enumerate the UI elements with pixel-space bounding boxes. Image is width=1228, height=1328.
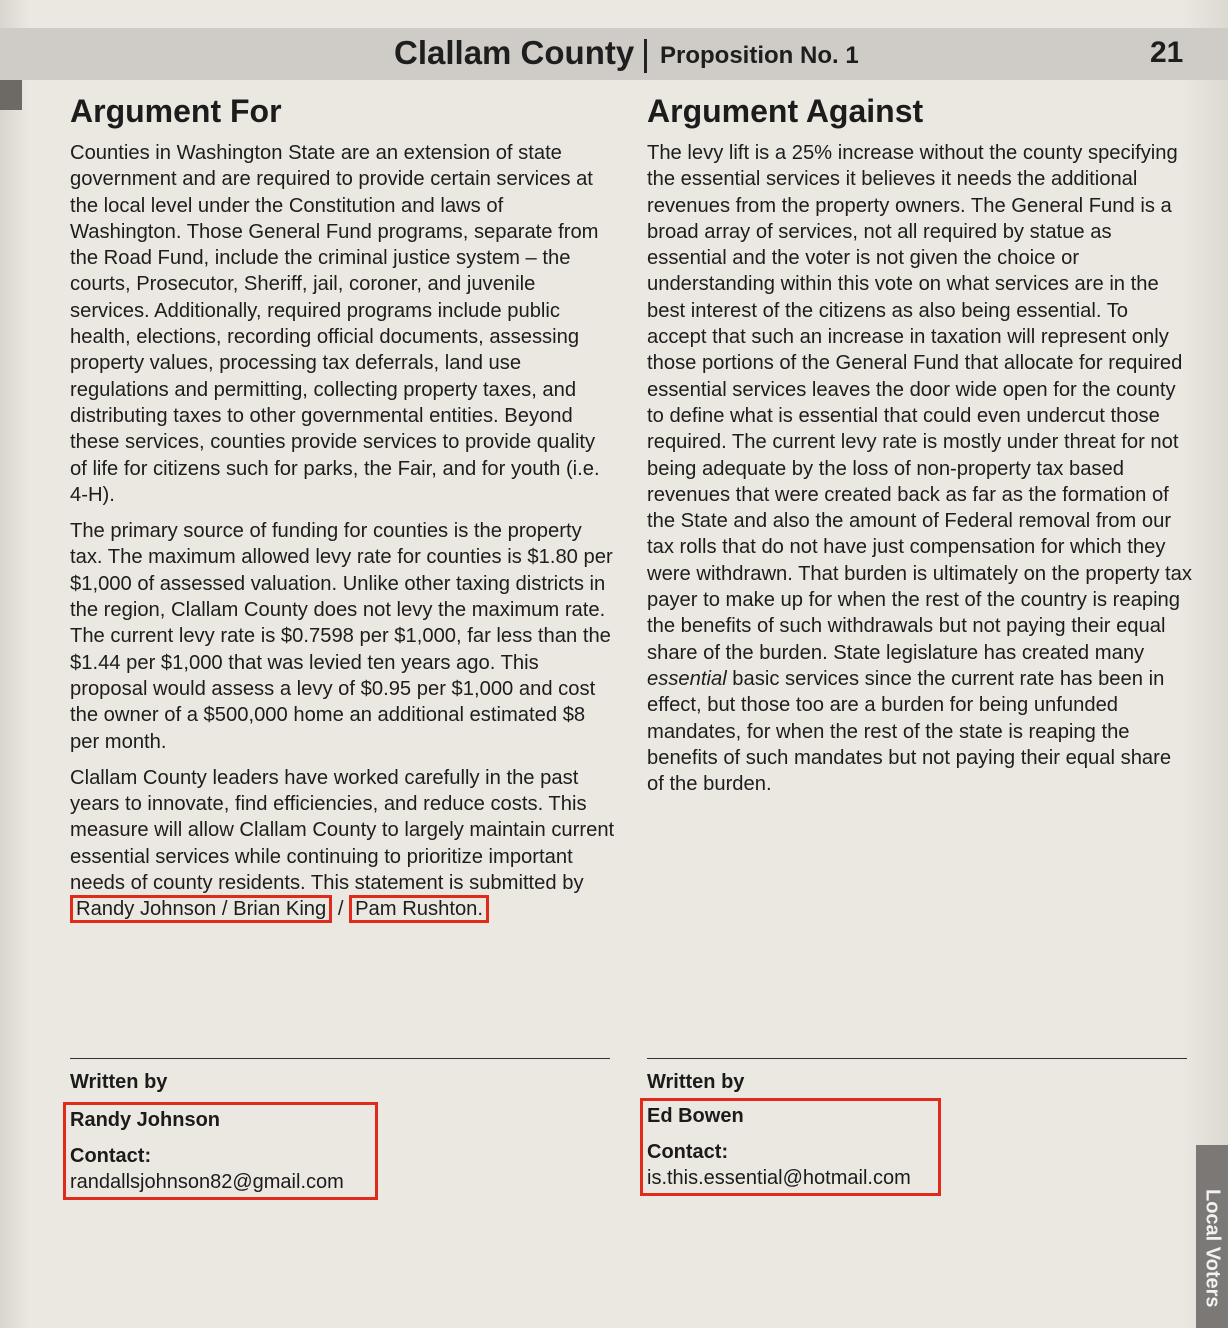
argument-against-text-1: The levy lift is a 25% increase without the county specifying the essential services it believes it needs the additional revenues from the property owners. The General Fund is a broad array of services, not all required by statue as essential and the voter is not given the choice or understanding within this vote on what services are in the best interest of the citizens as also being essential. To accept that such an increase in taxation will represent only those portions of the General Fund that allocate for required essential services leaves the door wide open for the county to define what is essential that could even undercut those required. The current levy rate is mostly under threat for not being adequate by the loss of non-property tax based revenues that were created back as far as the formation of the State and also the amount of Federal removal from our tax rolls that do not have just compensation for which they were withdrawn. That burden is ultimately on the property tax payer to make up for when the rest of the country is reaping the benefits of such withdrawals but not paying their equal share of the burden. State legislature has created many	[647, 142, 1192, 664]
argument-against-contact-label: Contact:	[647, 1141, 729, 1163]
side-tab-label: Local Voters	[1201, 1189, 1224, 1308]
argument-against-heading: Argument Against	[647, 93, 924, 129]
argument-for-contact-label: Contact:	[70, 1145, 152, 1167]
argument-against-text-2: basic services since the current rate has been in effect, but those too are a burden for being unfunded mandates, for when the rest of the state is reaping the benefits of such mandates but not paying their equal share of the burden.	[647, 667, 1172, 796]
argument-against-italic-word: essential	[647, 667, 727, 690]
argument-against-column	[647, 92, 1192, 807]
header-county: Clallam County	[394, 34, 635, 71]
argument-against-paragraph	[647, 140, 1192, 797]
argument-against-author-box	[640, 1098, 941, 1196]
argument-for-written-by-label: Written by	[70, 1071, 168, 1093]
argument-for-heading: Argument For	[70, 93, 282, 129]
signers-separator: /	[337, 898, 344, 921]
argument-against-divider	[647, 1058, 1187, 1059]
argument-for-closing-text: Clallam County leaders have worked carefully in the past years to innovate, find efficiencies, and reduce costs. This measure will allow Clallam County to largely maintain current essential services while continuing to prioritize important needs of county residents. This statement is submitted by	[70, 766, 615, 895]
argument-for-author-name: Randy Johnson	[70, 1109, 221, 1131]
header-separator	[644, 39, 647, 73]
argument-against-contact-email: is.this.essential@hotmail.com	[647, 1167, 911, 1189]
argument-against-author-name: Ed Bowen	[647, 1105, 744, 1127]
signers-highlight-2: Pam Rushton.	[349, 895, 489, 923]
argument-for-paragraph-2: The primary source of funding for counties is the property tax. The maximum allowed levy rate for counties is $1.80 per $1,000 of assessed valuation. Unlike other taxing districts in the region, Clallam County does not levy the maximum rate. The current levy rate is $0.7598 per $1,000, far less than the $1.44 per $1,000 that was levied ten years ago. This proposal would assess a levy of $0.95 per $1,000 and cost the owner of a $500,000 home an additional estimated $8 per month.	[70, 520, 613, 753]
argument-for-paragraph-3	[70, 765, 615, 923]
argument-for-column	[70, 92, 615, 933]
argument-for-divider	[70, 1058, 610, 1059]
header-proposition: Proposition No. 1	[660, 42, 859, 69]
page-number: 21	[1150, 36, 1184, 69]
argument-for-paragraph-1: Counties in Washington State are an extension of state government and are required to provide certain services at the local level under the Constitution and laws of Washington. Those General Fund programs, separate from the Road Fund, include the criminal justice system – the courts, Prosecutor, Sheriff, jail, coroner, and juvenile services. Additionally, required programs include public health, elections, recording official documents, assessing property values, processing tax deferrals, land use regulations and permitting, collecting property taxes, and distributing taxes to other governmental entities. Beyond these services, counties provide services to provide quality of life for citizens such for parks, the Fair, and for youth (i.e. 4-H).	[70, 142, 600, 506]
argument-for-contact-email: randallsjohnson82@gmail.com	[70, 1171, 344, 1193]
signers-highlight-1: Randy Johnson / Brian King	[70, 895, 332, 923]
argument-for-author-box	[63, 1102, 378, 1200]
argument-against-written-by-label: Written by	[647, 1071, 745, 1093]
